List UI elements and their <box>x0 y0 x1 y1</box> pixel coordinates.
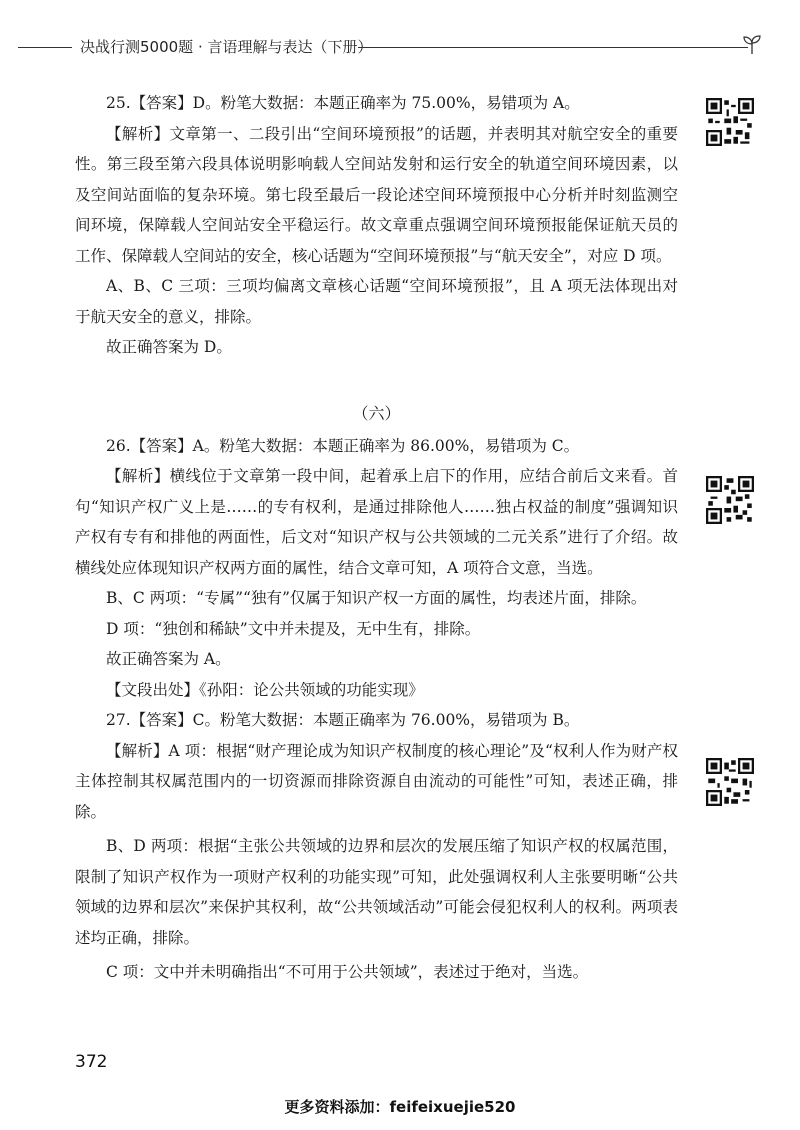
q25-conclusion: 故正确答案为 D。 <box>106 338 232 356</box>
q26-source: 【文段出处】《孙阳：论公共领域的功能实现》 <box>106 680 424 699</box>
q26-conclusion: 故正确答案为 A。 <box>106 650 231 668</box>
qr-code-icon <box>706 758 754 806</box>
q27-option-c: C 项：文中并未明确指出“不可用于公共领域”，表述过于绝对，当选。 <box>106 963 589 981</box>
running-header <box>0 34 800 58</box>
qr-code-icon <box>706 98 754 146</box>
qr-code-icon <box>706 476 754 524</box>
q27-option-bd: B、D 两项：根据“主张公共领域的边界和层次的发展压缩了知识产权的权属范围，限制了知识产权作为一项财产权利的功能实现”可知，此处强调权利人主张要明晰“公共领域的边界和层次”来保护其权利，故“公共领域活动”可能会侵犯权利人的权利。两项表述均正确，排除。 <box>75 837 678 947</box>
footer-note: 更多资料添加：feifeixuejie520 <box>284 1098 516 1116</box>
sprout-icon <box>740 32 764 56</box>
q25-option-abc: A、B、C 三项：三项均偏离文章核心话题“空间环境预报”，且 A 项无法体现出对于航天安全的意义，排除。 <box>75 277 678 326</box>
answer-content <box>75 88 678 988</box>
q25-analysis: 【解析】文章第一、二段引出“空间环境预报”的话题，并表明其对航空安全的重要性。第三段至第六段具体说明影响载人空间站发射和运行安全的轨道空间环境因素，以及空间站面临的复杂环境。第七段至最后一段论述空间环境预报中心分析并时刻监测空间环境，保障载人空间站安全平稳运行。故文章重点强调空间环境预报能保证航天员的工作、保障载人空间站的安全，核心话题为“空间环境预报”与“航天安全”，对应 D 项。 <box>75 124 678 265</box>
header-rule-right <box>358 47 748 48</box>
q26-answer: 26.【答案】A。粉笔大数据：本题正确率为 86.00%，易错项为 C。 <box>106 436 580 455</box>
q25-answer: 25.【答案】D。粉笔大数据：本题正确率为 75.00%，易错项为 A。 <box>106 94 580 112</box>
q26-analysis: 【解析】横线位于文章第一段中间，起着承上启下的作用，应结合前后文来看。首句“知识产权广义上是……的专有权利，是通过排除他人……独占权益的制度”强调知识产权有专有和排他的两面性，后文对“知识产权与公共领域的二元关系”进行了介绍。故横线处应体现知识产权两方面的属性，结合文章可知，A 项符合文意，当选。 <box>75 467 678 577</box>
page-number: 372 <box>75 1052 108 1072</box>
q26-option-bc: B、C 两项：“专属”“独有”仅属于知识产权一方面的属性，均表述片面，排除。 <box>106 589 647 607</box>
header-title: 决战行测5000题 · 言语理解与表达（下册） <box>80 38 373 56</box>
section-title: （六） <box>352 403 401 423</box>
q26-option-d: D 项：“独创和稀缺”文中并未提及，无中生有，排除。 <box>106 619 481 638</box>
q27-answer: 27.【答案】C。粉笔大数据：本题正确率为 76.00%，易错项为 B。 <box>106 711 580 729</box>
q27-analysis-a: 【解析】A 项：根据“财产理论成为知识产权制度的核心理论”及“权利人作为财产权主体控制其权属范围内的一切资源而排除资源自由流动的可能性”可知，表述正确，排除。 <box>75 741 678 821</box>
header-rule-left <box>18 47 72 48</box>
